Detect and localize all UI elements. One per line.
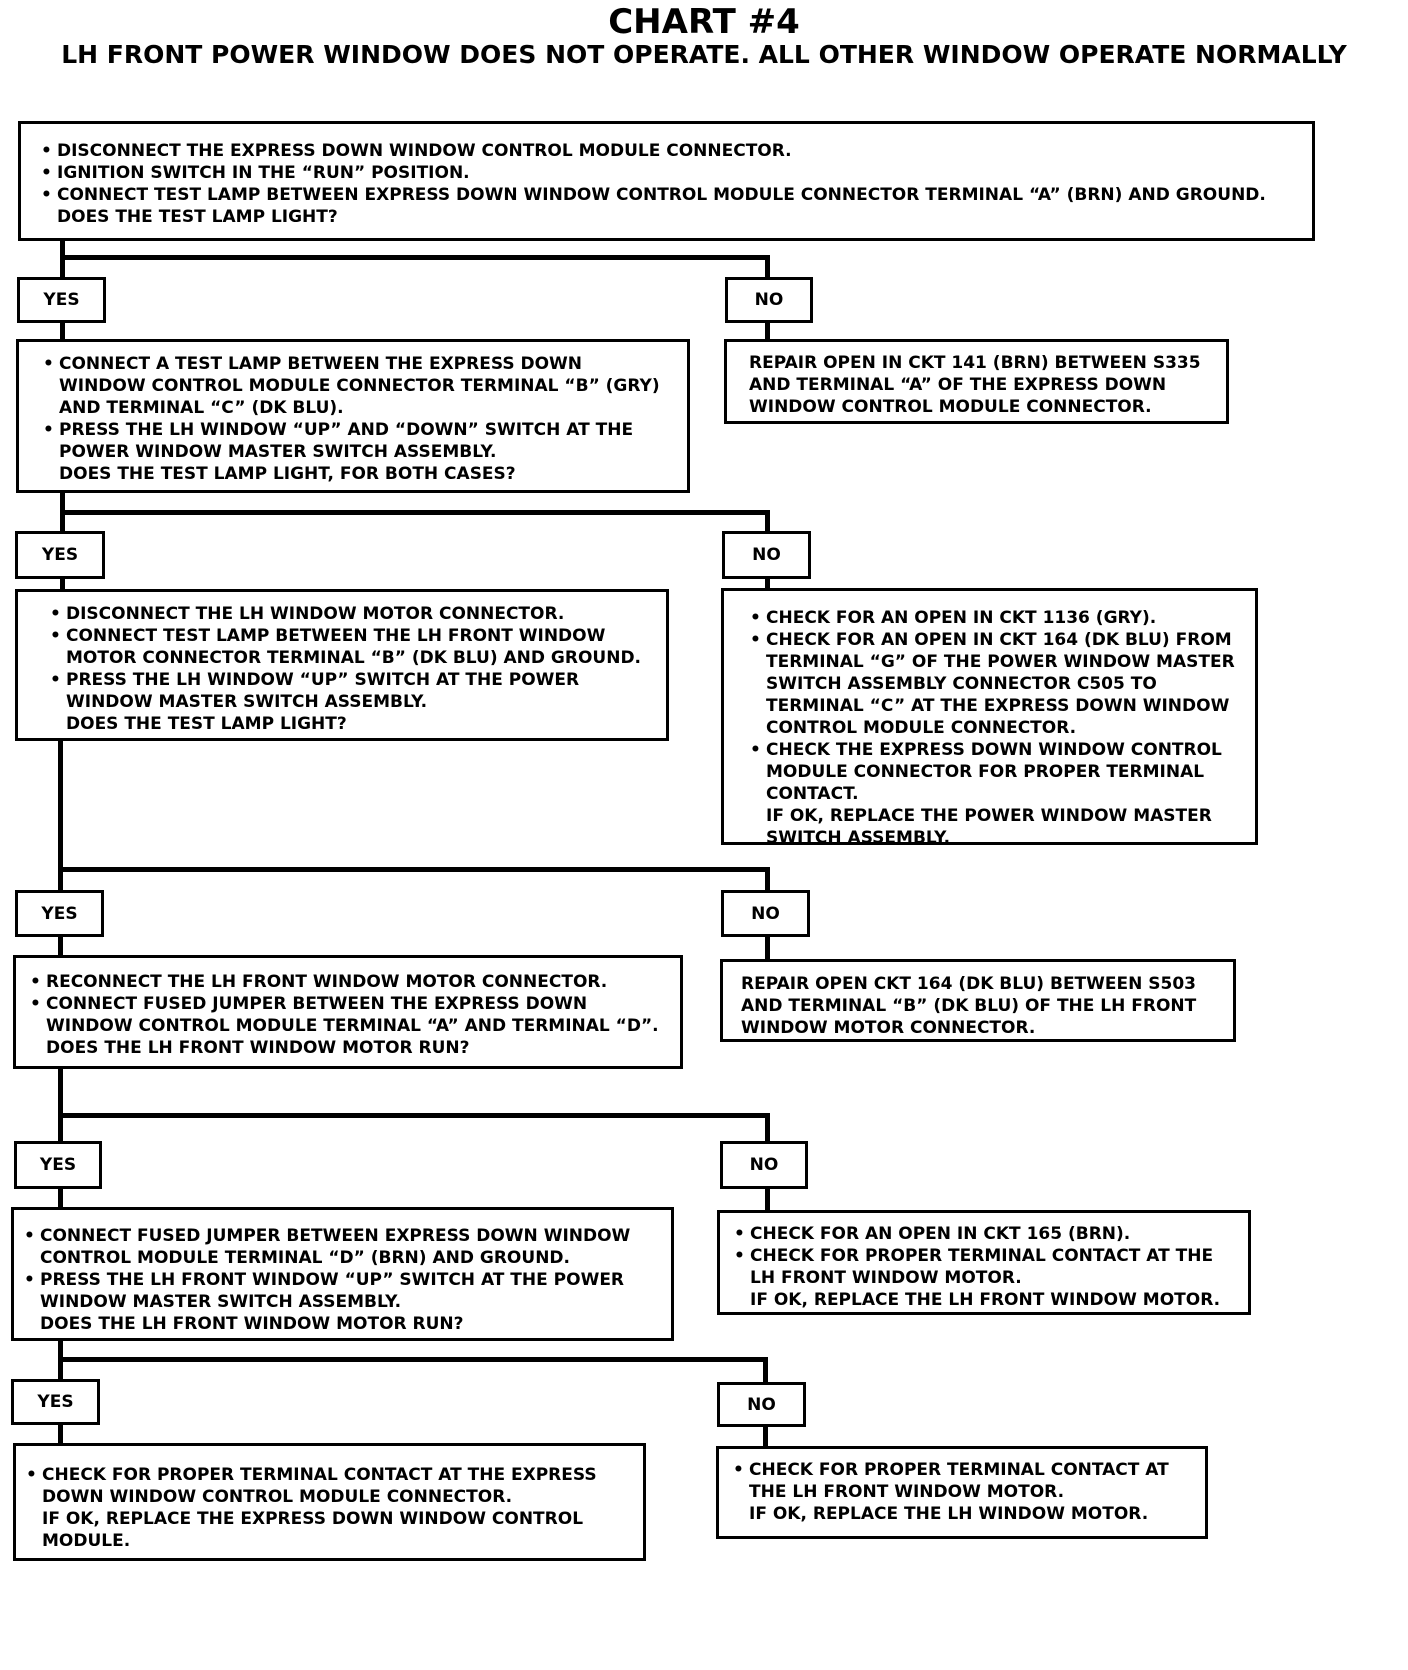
step-box-6 <box>13 1443 646 1561</box>
no-label: NO <box>721 890 810 937</box>
no-result-5-bullet: • CHECK FOR PROPER TERMINAL CONTACT AT THE LH FRONT WINDOW MOTOR. <box>733 1459 1193 1503</box>
no-label: NO <box>720 1141 808 1189</box>
connector-line <box>60 510 770 515</box>
yes-label: YES <box>14 1141 102 1189</box>
step-3-bullet: • PRESS THE LH WINDOW “UP” SWITCH AT THE POWER WINDOW MASTER SWITCH ASSEMBLY. <box>50 669 652 713</box>
connector-line <box>765 255 770 278</box>
step-box-3 <box>15 589 669 741</box>
no-result-2-note: IF OK, REPLACE THE POWER WINDOW MASTER SWITCH ASSEMBLY. <box>766 806 1212 848</box>
no-label: NO <box>725 277 813 323</box>
step-3-bullet: • CONNECT TEST LAMP BETWEEN THE LH FRONT WINDOW MOTOR CONNECTOR TERMINAL “B” (DK BLU) AND GROUND. <box>50 625 652 669</box>
no-result-3-text: REPAIR OPEN CKT 164 (DK BLU) BETWEEN S503 AND TERMINAL “B” (DK BLU) OF THE LH FRONT WINDOW MOTOR CONNECTOR. <box>741 974 1197 1038</box>
step-2-question: DOES THE TEST LAMP LIGHT, FOR BOTH CASES? <box>59 464 516 484</box>
step-3-question: DOES THE TEST LAMP LIGHT? <box>66 714 347 734</box>
connector-line <box>58 934 63 957</box>
connector-line <box>58 1066 63 1142</box>
no-result-2-bullet: • CHECK FOR AN OPEN IN CKT 164 (DK BLU) FROM TERMINAL “G” OF THE POWER WINDOW MASTER SWITCH ASSEMBLY CONNECTOR C505 TO TERMINAL “C” AT THE EXPRESS DOWN WINDOW CONTROL MODULE CONNECTOR. <box>750 629 1245 739</box>
connector-line <box>58 867 770 872</box>
yes-label: YES <box>15 531 105 579</box>
no-label: NO <box>722 531 811 579</box>
no-result-4-note: IF OK, REPLACE THE LH FRONT WINDOW MOTOR. <box>750 1290 1221 1310</box>
connector-line <box>763 1424 768 1448</box>
step-5-bullet: • PRESS THE LH FRONT WINDOW “UP” SWITCH AT THE POWER WINDOW MASTER SWITCH ASSEMBLY. <box>24 1269 657 1313</box>
no-result-2-bullet: • CHECK THE EXPRESS DOWN WINDOW CONTROL MODULE CONNECTOR FOR PROPER TERMINAL CONTACT. <box>750 739 1245 805</box>
yes-label: YES <box>15 890 104 937</box>
step-2-bullet: • PRESS THE LH WINDOW “UP” AND “DOWN” SWITCH AT THE POWER WINDOW MASTER SWITCH ASSEMBLY. <box>43 419 673 463</box>
yes-label: YES <box>17 277 106 323</box>
no-result-2-bullet: • CHECK FOR AN OPEN IN CKT 1136 (GRY). <box>750 607 1245 629</box>
step-4-bullet: • CONNECT FUSED JUMPER BETWEEN THE EXPRESS DOWN WINDOW CONTROL MODULE TERMINAL “A” AND TERMINAL “D”. <box>30 993 666 1037</box>
step-1-bullet: • DISCONNECT THE EXPRESS DOWN WINDOW CONTROL MODULE CONNECTOR. <box>41 140 1298 162</box>
connector-line <box>58 1113 770 1118</box>
connector-line <box>765 1186 770 1212</box>
no-result-box-4 <box>717 1210 1251 1315</box>
no-result-4-bullet: • CHECK FOR AN OPEN IN CKT 165 (BRN). <box>734 1223 1236 1245</box>
connector-line <box>765 320 770 340</box>
step-1-bullet: • CONNECT TEST LAMP BETWEEN EXPRESS DOWN WINDOW CONTROL MODULE CONNECTOR TERMINAL “A” (BRN) AND GROUND. <box>41 184 1298 206</box>
step-box-5 <box>11 1207 674 1341</box>
no-result-box-3 <box>720 959 1236 1042</box>
step-4-question: DOES THE LH FRONT WINDOW MOTOR RUN? <box>46 1038 470 1058</box>
connector-line <box>60 255 770 260</box>
step-2-bullet: • CONNECT A TEST LAMP BETWEEN THE EXPRESS DOWN WINDOW CONTROL MODULE CONNECTOR TERMINAL “B” (GRY) AND TERMINAL “C” (DK BLU). <box>43 353 673 419</box>
step-5-bullet: • CONNECT FUSED JUMPER BETWEEN EXPRESS DOWN WINDOW CONTROL MODULE TERMINAL “D” (BRN) AND GROUND. <box>24 1225 657 1269</box>
step-box-1 <box>18 121 1315 241</box>
connector-line <box>763 1357 768 1384</box>
connector-line <box>765 934 770 961</box>
step-6-bullet: • CHECK FOR PROPER TERMINAL CONTACT AT THE EXPRESS DOWN WINDOW CONTROL MODULE CONNECTOR. <box>26 1464 631 1508</box>
connector-line <box>58 1357 768 1362</box>
no-result-4-bullet: • CHECK FOR PROPER TERMINAL CONTACT AT THE LH FRONT WINDOW MOTOR. <box>734 1245 1236 1289</box>
connector-line <box>765 1113 770 1142</box>
step-5-question: DOES THE LH FRONT WINDOW MOTOR RUN? <box>40 1314 464 1334</box>
connector-line <box>765 867 770 891</box>
step-1-question: DOES THE TEST LAMP LIGHT? <box>57 207 338 227</box>
no-result-1-text: REPAIR OPEN IN CKT 141 (BRN) BETWEEN S335 AND TERMINAL “A” OF THE EXPRESS DOWN WINDOW CONTROL MODULE CONNECTOR. <box>749 353 1201 417</box>
no-label: NO <box>717 1382 806 1427</box>
step-6-note: IF OK, REPLACE THE EXPRESS DOWN WINDOW CONTROL MODULE. <box>42 1509 584 1551</box>
no-result-box-1 <box>724 339 1229 424</box>
step-box-2 <box>16 339 690 493</box>
no-result-box-5 <box>716 1446 1208 1539</box>
no-result-box-2 <box>721 588 1258 848</box>
connector-line <box>60 320 65 340</box>
connector-line <box>58 1186 63 1209</box>
connector-line <box>58 1422 63 1445</box>
step-box-4 <box>13 955 683 1069</box>
no-result-5-note: IF OK, REPLACE THE LH WINDOW MOTOR. <box>749 1504 1149 1524</box>
step-4-bullet: • RECONNECT THE LH FRONT WINDOW MOTOR CONNECTOR. <box>30 971 666 993</box>
chart-title: CHART #4 <box>608 2 800 42</box>
chart-subtitle: LH FRONT POWER WINDOW DOES NOT OPERATE. ALL OTHER WINDOW OPERATE NORMALLY <box>61 40 1347 69</box>
yes-label: YES <box>11 1379 100 1425</box>
connector-line <box>765 510 770 532</box>
step-1-bullet: • IGNITION SWITCH IN THE “RUN” POSITION. <box>41 162 1298 184</box>
step-3-bullet: • DISCONNECT THE LH WINDOW MOTOR CONNECTOR. <box>50 603 652 625</box>
